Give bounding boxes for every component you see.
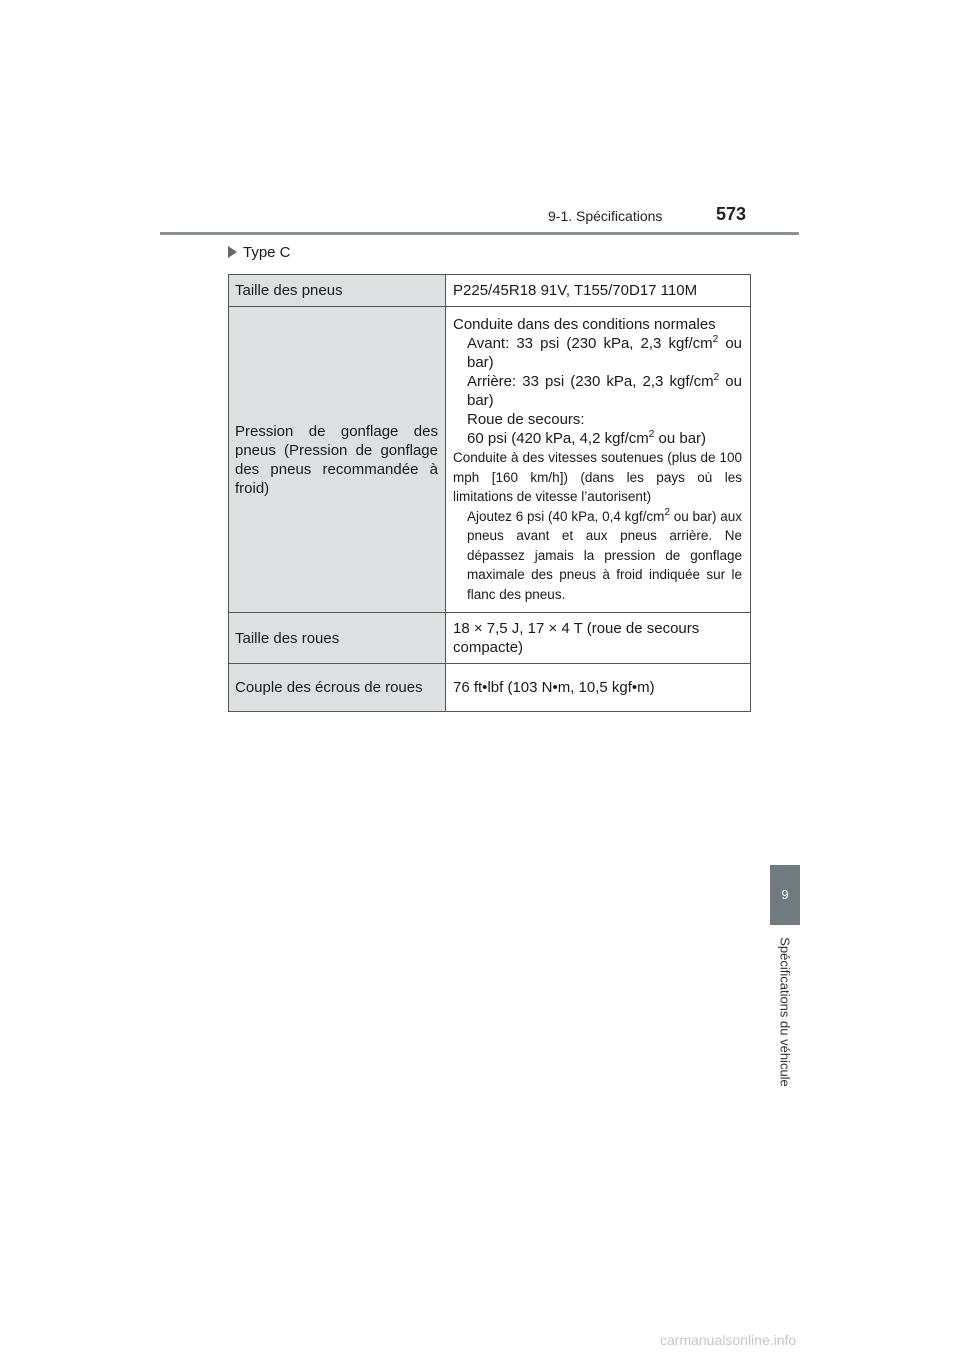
table-row <box>229 307 751 613</box>
inflation-pressure-label: Pression de gonflage des pneus (Pression de gonflage des pneus recommandée à froid) <box>229 307 446 613</box>
subheading-text: Type C <box>243 244 291 261</box>
rear-pressure: Arrière: 33 psi (230 kPa, 2,3 kgf/$cm^2$ ou bar) <box>467 372 742 409</box>
normal-driving-title: Conduite dans des conditions normales <box>453 316 716 333</box>
spare-pressure: 60 psi (420 kPa, 4,2 kgf/$cm^2$ ou bar) <box>467 429 707 447</box>
front-pressure: Avant: 33 psi (230 kPa, 2,3 kgf/$cm^2$ ou bar) <box>467 334 742 371</box>
lug-nut-torque-value: 76 ft•lbf (103 N•m, 10,5 kgf•m) <box>446 664 751 712</box>
wheel-size-value: 18 × 7,5 J, 17 × 4 T (roue de secours compacte) <box>446 613 751 664</box>
spec-table <box>228 274 751 712</box>
table-row <box>229 613 751 664</box>
chapter-tab-label: Spécifications du véhicule <box>777 937 793 1087</box>
lug-nut-torque-label: Couple des écrous de roues <box>229 664 446 712</box>
tire-size-label: Taille des pneus <box>229 275 446 307</box>
tire-size-value: P225/45R18 91V, T155/70D17 110M <box>446 275 751 307</box>
subheading <box>228 244 291 261</box>
watermark: carmanualsonline.info <box>660 1332 797 1348</box>
section-title: 9-1. Spécifications <box>548 208 663 224</box>
table-row <box>229 664 751 712</box>
inflation-pressure-value <box>446 307 751 613</box>
table-row <box>229 275 751 307</box>
chapter-tab-number: 9 <box>770 865 800 925</box>
wheel-size-label: Taille des roues <box>229 613 446 664</box>
header-divider <box>160 232 799 235</box>
page-number: 573 <box>716 204 747 224</box>
triangle-bullet-icon <box>228 246 237 258</box>
high-speed-title: Conduite à des vitesses soutenues (plus de 100 mph [160 km/h]) (dans les pays où les limitations de vitesse l’autorisent) <box>453 450 742 504</box>
high-speed-instruction: Ajoutez 6 psi (40 kPa, 0,4 kgf/$cm^2$ ou bar) aux pneus avant et aux pneus arrière. Ne dépassez jamais la pression de gonflage maximale des pneus à froid indiquée sur le flanc des pneus. <box>467 506 742 602</box>
spare-label: Roue de secours: <box>467 411 585 428</box>
